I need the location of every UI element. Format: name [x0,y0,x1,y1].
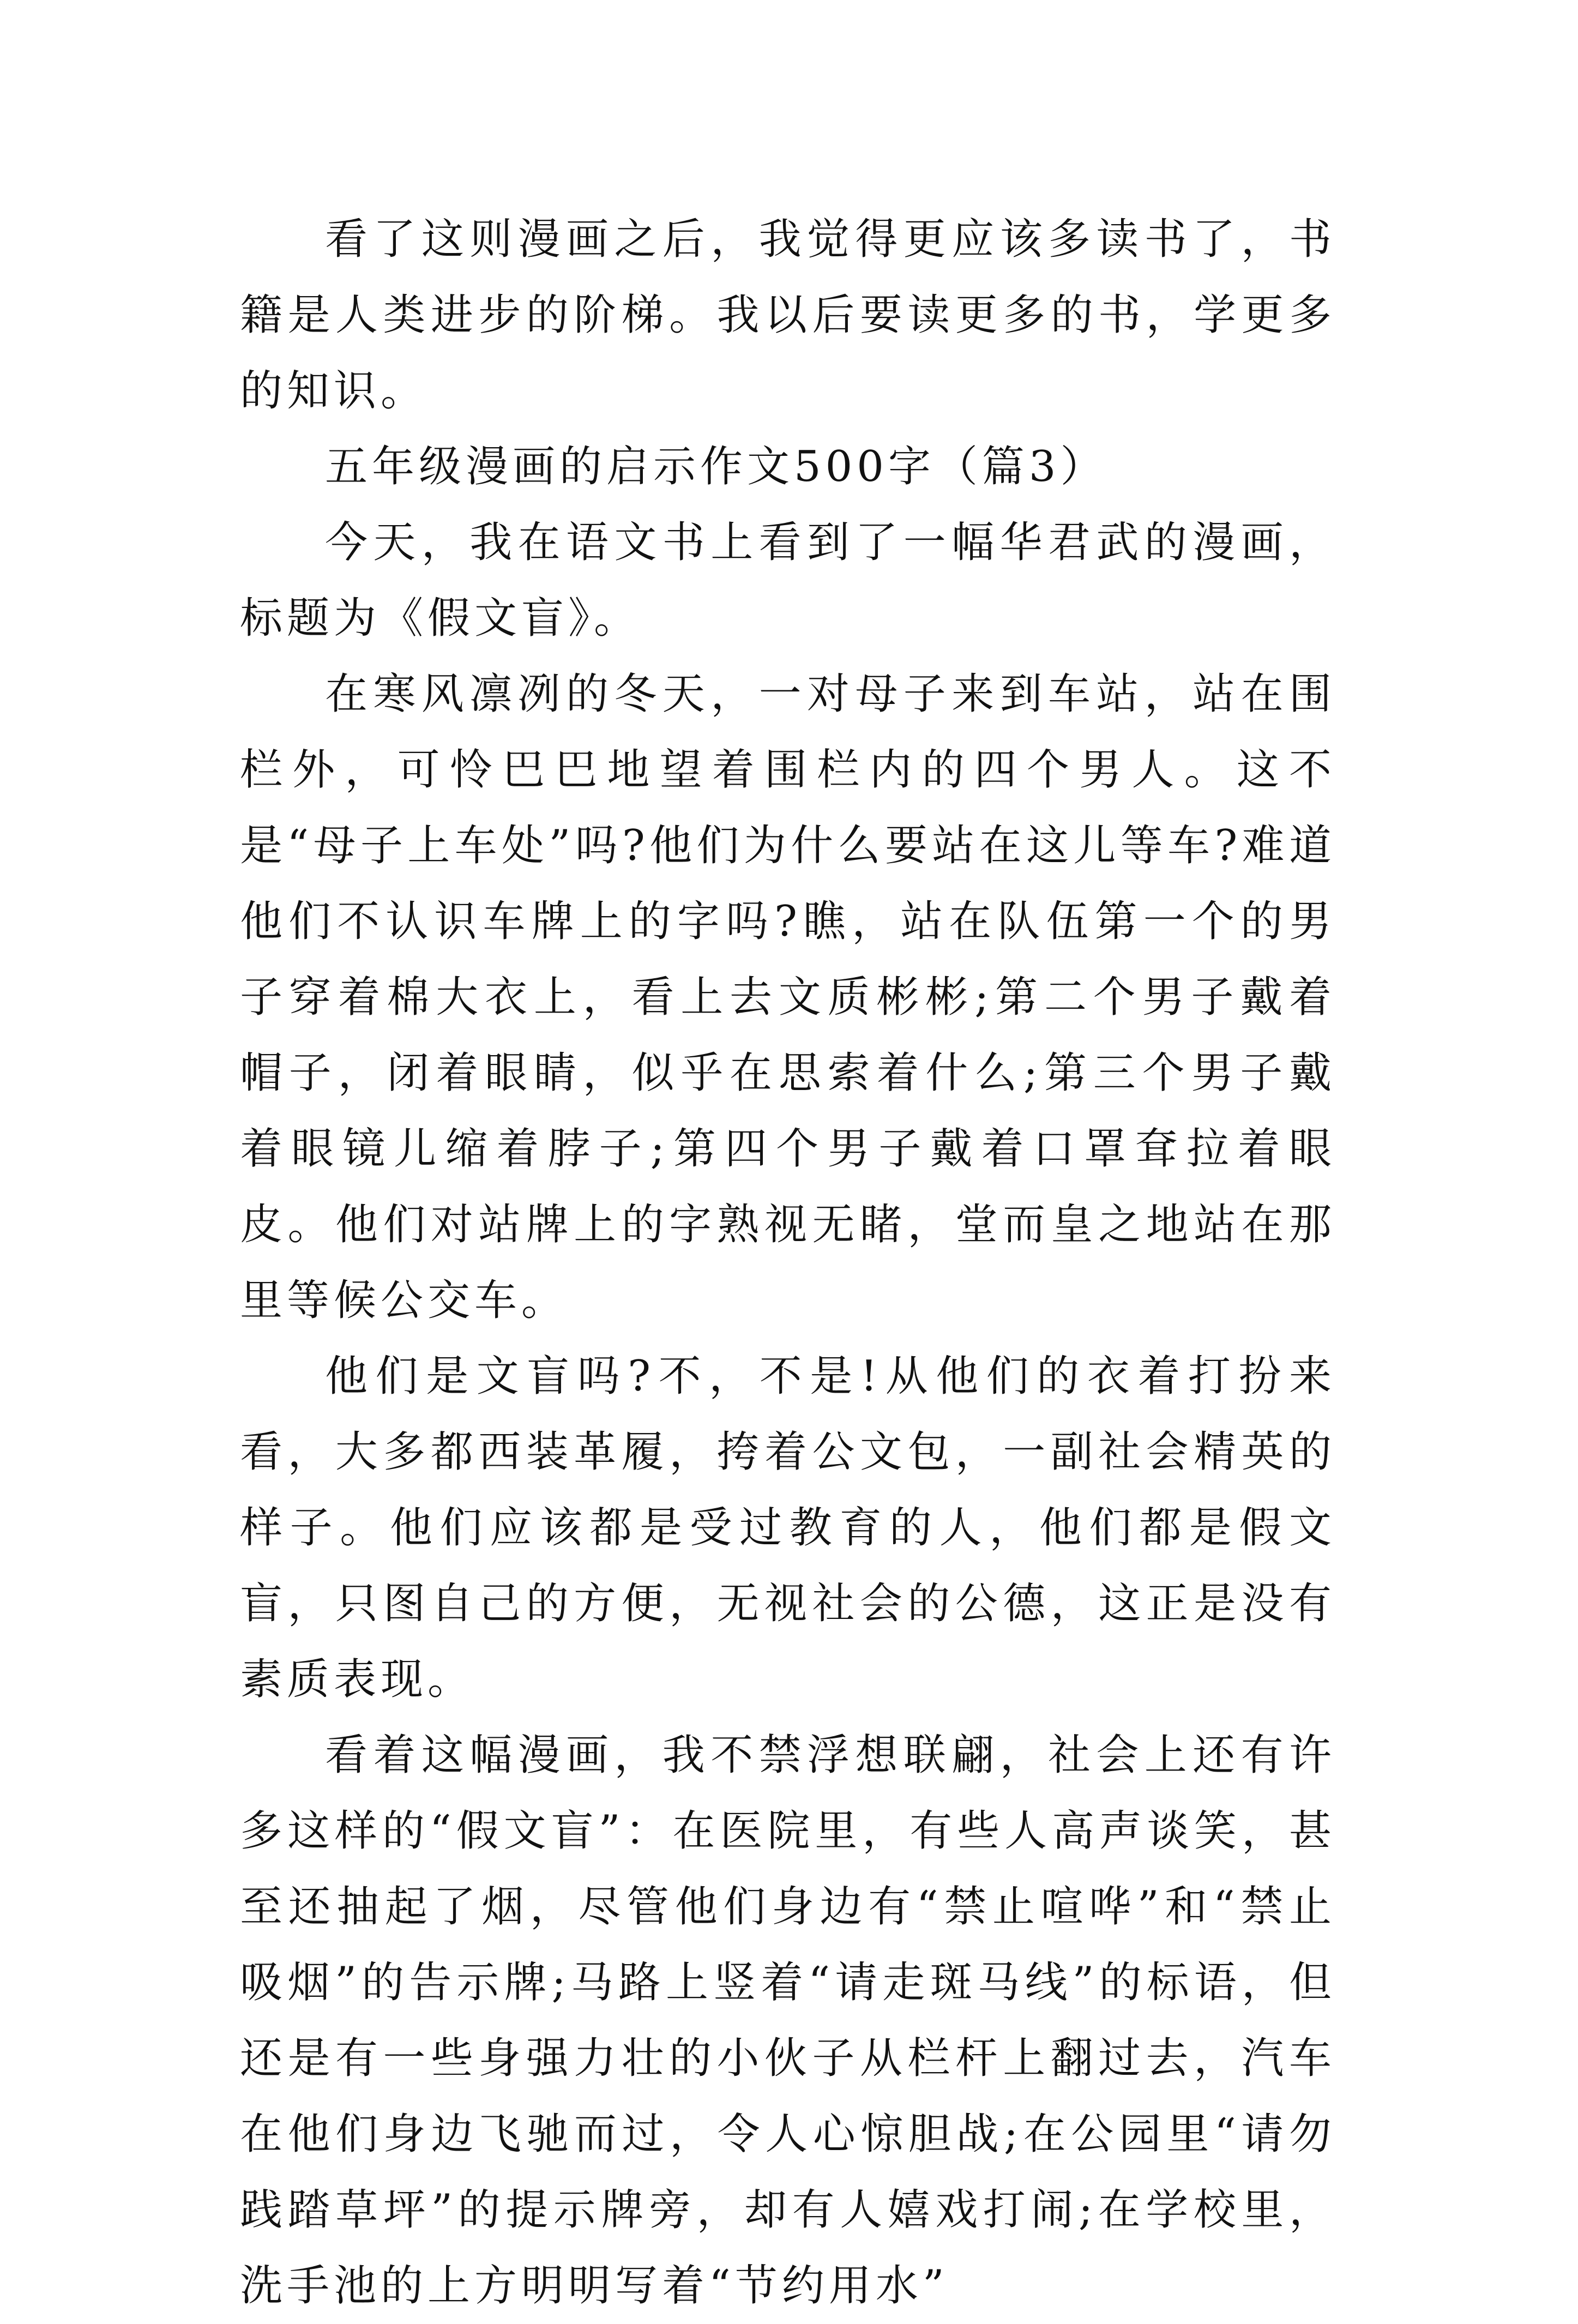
paragraph: 看着这幅漫画，我不禁浮想联翩，社会上还有许多这样的“假文盲”：在医院里，有些人高声谈笑，甚至还抽起了烟，尽管他们身边有“禁止喧哗”和“禁止吸烟”的告示牌;马路上竖着“请走斑马线”的标语，但还是有一些身强力壮的小伙子从栏杆上翻过去，汽车在他们身边飞驰而过，令人心惊胆战;在公园里“请勿践踏草坪”的提示牌旁，却有人嬉戏打闹;在学校里，洗手池的上方明明写着“节约用水” [240,1731,1336,2310]
paragraph: 在寒风凛冽的冬天，一对母子来到车站，站在围栏外，可怜巴巴地望着围栏内的四个男人。这不是“母子上车处”吗?他们为什么要站在这儿等车?难道他们不认识车牌上的字吗?瞧，站在队伍第一个的男子穿着棉大衣上，看上去文质彬彬;第二个男子戴着帽子，闭着眼睛，似乎在思索着什么;第三个男子戴着眼镜儿缩着脖子;第四个男子戴着口罩耷拉着眼皮。他们对站牌上的字熟视无睹，堂而皇之地站在那里等候公交车。 [240,670,1336,1325]
essay-body [240,202,1336,2324]
paragraph: 看了这则漫画之后，我觉得更应该多读书了，书籍是人类进步的阶梯。我以后要读更多的书，学更多的知识。 [240,215,1336,416]
paragraph: 他们是文盲吗?不，不是!从他们的衣着打扮来看，大多都西装革履，挎着公文包，一副社会精英的样子。他们应该都是受过教育的人，他们都是假文盲，只图自己的方便，无视社会的公德，这正是没有素质表现。 [240,1352,1336,1704]
section-heading: 五年级漫画的启示作文500字（篇3） [325,442,1107,491]
paragraph: 今天，我在语文书上看到了一幅华君武的漫画，标题为《假文盲》。 [240,518,1336,643]
